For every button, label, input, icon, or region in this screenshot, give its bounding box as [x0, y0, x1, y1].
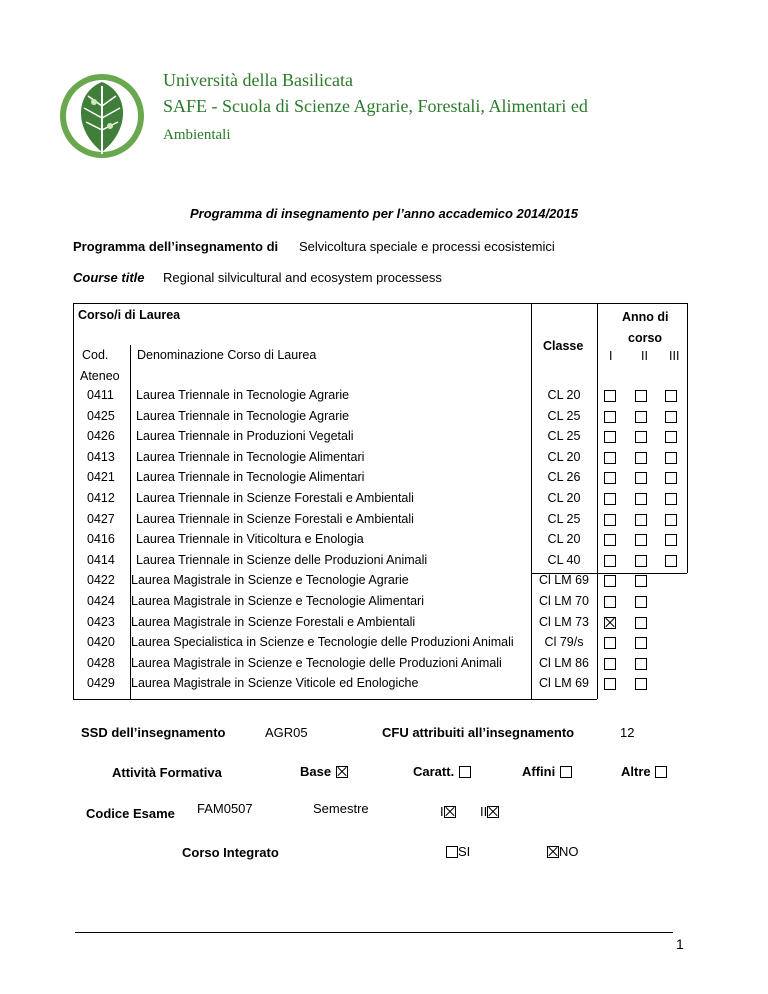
integrato-no-checkbox[interactable]: [547, 846, 559, 858]
semestre-I-checkbox[interactable]: [444, 806, 456, 818]
row-cod: 0422: [87, 573, 115, 588]
school-name-line1: SAFE - Scuola di Scienze Agrarie, Forestali, Alimentari ed: [163, 96, 588, 116]
row-classe: Cl LM 69: [538, 676, 590, 691]
attivita-altre[interactable]: Altre: [621, 763, 667, 781]
course-title-value: Regional silvicultural and ecosystem processess: [163, 270, 442, 285]
year-3-checkbox[interactable]: [665, 431, 677, 443]
year-1-checkbox[interactable]: [604, 514, 616, 526]
school-name-line2: Ambientali: [163, 127, 231, 143]
col-anno-header-2: corso: [628, 331, 663, 345]
year-2-checkbox[interactable]: [635, 452, 647, 464]
integrato-si[interactable]: SI: [446, 843, 470, 861]
footer-line: [75, 932, 673, 933]
year-2-checkbox[interactable]: [635, 534, 647, 546]
year-1-checkbox[interactable]: [604, 411, 616, 423]
row-cod: 0429: [87, 676, 115, 691]
col-year-II: II: [641, 349, 648, 363]
attivita-caratt-checkbox[interactable]: [459, 766, 471, 778]
attivita-base[interactable]: Base: [300, 763, 348, 781]
year-1-checkbox[interactable]: [604, 617, 616, 629]
row-course-name: Laurea Triennale in Tecnologie Alimentari: [136, 449, 365, 464]
row-classe: Cl LM 86: [538, 655, 590, 670]
semestre-I[interactable]: I: [440, 803, 456, 821]
row-classe: CL 40: [547, 552, 581, 567]
row-classe: CL 25: [547, 408, 581, 423]
row-course-name: Laurea Triennale in Scienze Forestali e Ambientali: [136, 491, 414, 505]
row-classe: Cl LM 69: [538, 573, 590, 588]
table-top-border: [73, 303, 687, 304]
col-cod-header-2: Ateneo: [80, 369, 120, 383]
row-course-name: Laurea Magistrale in Scienze e Tecnologie delle Produzioni Animali: [131, 655, 502, 670]
row-cod: 0428: [87, 655, 115, 670]
row-course-name: Laurea Magistrale in Scienze e Tecnologie Alimentari: [131, 594, 424, 608]
year-2-checkbox[interactable]: [635, 596, 647, 608]
col-anno-header-1: Anno di: [622, 310, 669, 324]
year-3-checkbox[interactable]: [665, 390, 677, 402]
year-1-checkbox[interactable]: [604, 678, 616, 690]
table-divider-anno: [597, 303, 598, 699]
row-course-name: Laurea Triennale in Viticoltura e Enologia: [136, 532, 364, 547]
year-1-checkbox[interactable]: [604, 575, 616, 587]
page-number: 1: [676, 936, 684, 952]
attivita-altre-checkbox[interactable]: [655, 766, 667, 778]
row-course-name: Laurea Magistrale in Scienze e Tecnologie Agrarie: [131, 573, 409, 588]
semestre-II[interactable]: II: [480, 803, 499, 821]
row-cod: 0413: [87, 449, 115, 464]
attivita-label: Attività Formativa: [112, 765, 222, 780]
document-title: Programma di insegnamento per l’anno accademico 2014/2015: [190, 206, 578, 221]
year-3-checkbox[interactable]: [665, 493, 677, 505]
year-2-checkbox[interactable]: [635, 390, 647, 402]
row-course-name: Laurea Triennale in Scienze Forestali e Ambientali: [136, 511, 414, 526]
row-classe: CL 20: [547, 532, 581, 547]
table-bottom-border: [73, 699, 597, 700]
year-2-checkbox[interactable]: [635, 617, 647, 629]
row-course-name: Laurea Triennale in Tecnologie Agrarie: [136, 388, 350, 402]
table-left-border: [73, 303, 74, 699]
row-cod: 0412: [87, 491, 115, 505]
row-course-name: Laurea Magistrale in Scienze Forestali e Ambientali: [131, 614, 416, 629]
row-classe: CL 25: [547, 429, 581, 444]
row-cod: 0423: [87, 614, 115, 629]
row-course-name: Laurea Specialistica in Scienze e Tecnologie delle Produzioni Animali: [131, 635, 514, 650]
year-3-checkbox[interactable]: [665, 452, 677, 464]
row-cod: 0420: [87, 635, 115, 650]
col-denominazione-header: Denominazione Corso di Laurea: [137, 348, 317, 362]
year-1-checkbox[interactable]: [604, 472, 616, 484]
year-1-checkbox[interactable]: [604, 493, 616, 505]
row-cod: 0426: [87, 429, 115, 444]
attivita-base-checkbox[interactable]: [336, 766, 348, 778]
semestre-II-checkbox[interactable]: [487, 806, 499, 818]
row-cod: 0424: [87, 594, 115, 608]
year-3-checkbox[interactable]: [665, 472, 677, 484]
year-1-checkbox[interactable]: [604, 452, 616, 464]
year-2-checkbox[interactable]: [635, 637, 647, 649]
year-1-checkbox[interactable]: [604, 658, 616, 670]
university-logo: [58, 72, 146, 160]
programma-label: Programma dell’insegnamento di: [73, 239, 279, 254]
year-2-checkbox[interactable]: [635, 555, 647, 567]
year-3-checkbox[interactable]: [665, 555, 677, 567]
integrato-label: Corso Integrato: [182, 845, 279, 860]
codice-value: FAM0507: [197, 801, 253, 816]
year-2-checkbox[interactable]: [635, 575, 647, 587]
table-right-border: [687, 303, 688, 573]
year-1-checkbox[interactable]: [604, 637, 616, 649]
ssd-value: AGR05: [265, 725, 308, 740]
year-2-checkbox[interactable]: [635, 678, 647, 690]
attivita-affini[interactable]: Affini: [522, 763, 572, 781]
row-cod: 0411: [87, 388, 114, 402]
row-classe: CL 26: [547, 470, 581, 485]
row-classe: Cl LM 70: [538, 594, 590, 608]
year-2-checkbox[interactable]: [635, 493, 647, 505]
semestre-label: Semestre: [313, 801, 369, 816]
year-2-checkbox[interactable]: [635, 514, 647, 526]
corso-laurea-header: Corso/i di Laurea: [78, 308, 181, 322]
col-classe-header: Classe: [543, 339, 584, 353]
ssd-label: SSD dell’insegnamento: [81, 725, 226, 740]
row-course-name: Laurea Triennale in Produzioni Vegetali: [136, 429, 354, 444]
programma-value: Selvicoltura speciale e processi ecosistemici: [299, 239, 555, 254]
row-classe: CL 20: [547, 449, 581, 464]
row-classe: CL 25: [547, 511, 581, 526]
integrato-no[interactable]: NO: [547, 843, 579, 861]
university-name: Università della Basilicata: [163, 70, 353, 90]
col-cod-header-1: Cod.: [82, 348, 109, 362]
year-1-checkbox[interactable]: [604, 596, 616, 608]
cfu-value: 12: [620, 725, 635, 740]
year-3-checkbox[interactable]: [665, 411, 677, 423]
row-classe: CL 20: [547, 491, 581, 505]
year-2-checkbox[interactable]: [635, 658, 647, 670]
codice-label: Codice Esame: [86, 806, 175, 821]
row-course-name: Laurea Triennale in Scienze delle Produzioni Animali: [136, 552, 428, 567]
course-title-label: Course title: [73, 270, 145, 285]
year-1-checkbox[interactable]: [604, 431, 616, 443]
year-1-checkbox[interactable]: [604, 534, 616, 546]
row-classe: Cl LM 73: [538, 614, 590, 629]
year-2-checkbox[interactable]: [635, 472, 647, 484]
row-course-name: Laurea Triennale in Tecnologie Alimentari: [136, 470, 365, 485]
row-classe: Cl 79/s: [544, 635, 584, 650]
year-1-checkbox[interactable]: [604, 555, 616, 567]
attivita-caratt[interactable]: Caratt.: [413, 763, 471, 781]
row-course-name: Laurea Triennale in Tecnologie Agrarie: [136, 408, 350, 423]
row-course-name: Laurea Magistrale in Scienze Viticole ed Enologiche: [131, 676, 419, 691]
year-1-checkbox[interactable]: [604, 390, 616, 402]
year-2-checkbox[interactable]: [635, 411, 647, 423]
row-cod: 0414: [87, 552, 115, 567]
year-2-checkbox[interactable]: [635, 431, 647, 443]
integrato-si-checkbox[interactable]: [446, 846, 458, 858]
year-3-checkbox[interactable]: [665, 514, 677, 526]
cfu-label: CFU attribuiti all’insegnamento: [382, 725, 575, 740]
col-year-I: I: [609, 349, 613, 363]
row-cod: 0427: [87, 511, 115, 526]
row-cod: 0421: [87, 470, 115, 485]
year-3-checkbox[interactable]: [665, 534, 677, 546]
row-cod: 0425: [87, 408, 115, 423]
row-cod: 0416: [87, 532, 115, 547]
attivita-affini-checkbox[interactable]: [560, 766, 572, 778]
row-classe: CL 20: [547, 388, 581, 402]
col-year-III: III: [669, 349, 680, 363]
